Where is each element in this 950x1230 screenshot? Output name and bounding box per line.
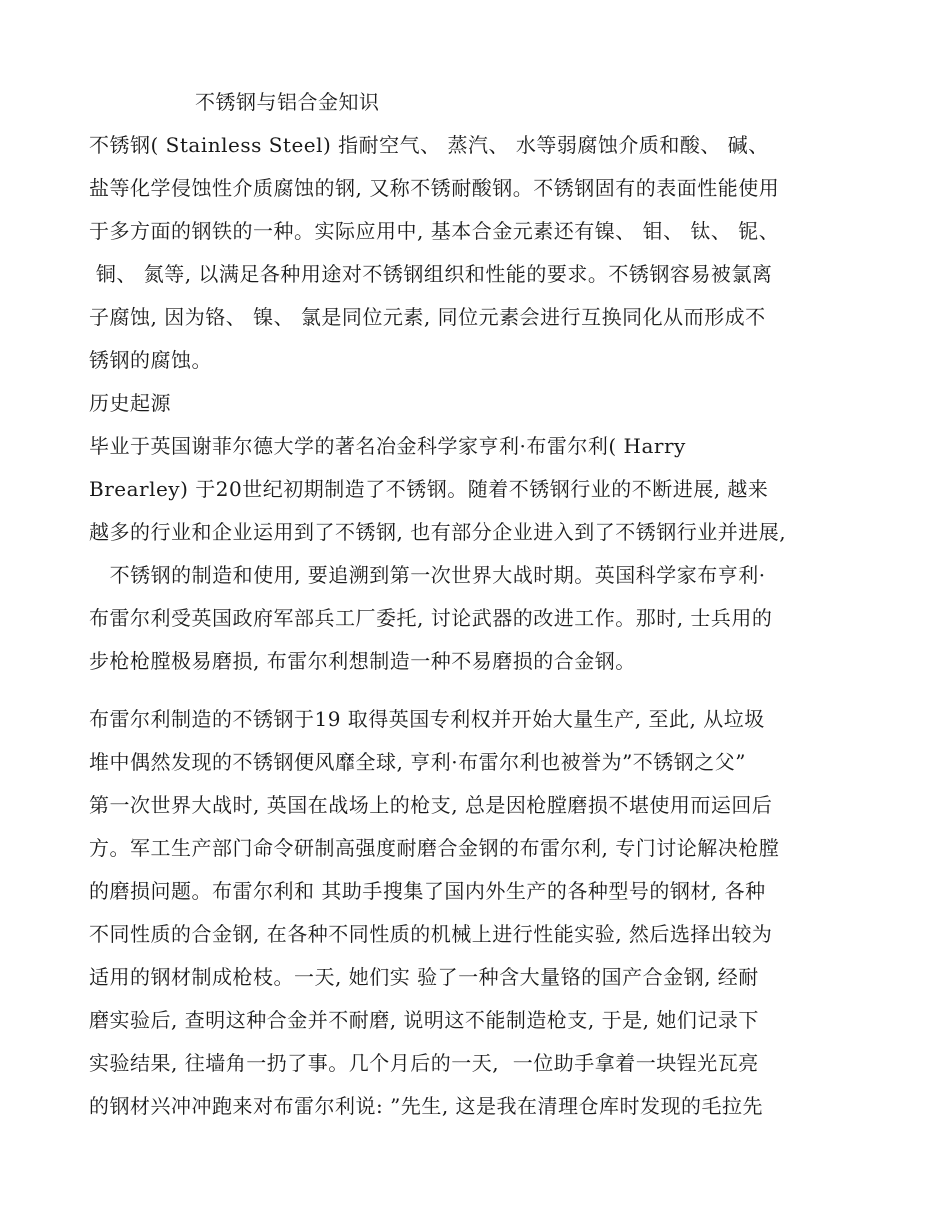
paragraph-line: 毕业于英国谢菲尔德大学的著名冶金科学家亨利·布雷尔利( Harry	[89, 434, 686, 458]
paragraph-line: 实验结果, 往墙角一扔了事。几个月后的一天, 一位助手拿着一块锃光瓦亮	[89, 1051, 759, 1075]
paragraph-line: 的钢材兴冲冲跑来对布雷尔利说: ”先生, 这是我在清理仓库时发现的毛拉先	[89, 1094, 764, 1118]
paragraph-line: 堆中偶然发现的不锈钢便风靡全球, 亨利·布雷尔利也被誉为”不锈钢之父”	[89, 750, 747, 774]
paragraph-line: 的磨损问题。布雷尔利和 其助手搜集了国内外生产的各种型号的钢材, 各种	[89, 879, 766, 903]
paragraph-line: 不锈钢( Stainless Steel) 指耐空气、 蒸汽、 水等弱腐蚀介质和酸、 碱、	[89, 133, 769, 157]
paragraph-line: 越多的行业和企业运用到了不锈钢, 也有部分企业进入到了不锈钢行业并进展,	[89, 520, 787, 544]
paragraph-line: 于多方面的钢铁的一种。实际应用中, 基本合金元素还有镍、 钼、 钛、 铌、	[89, 219, 780, 243]
paragraph-line: 不锈钢的制造和使用, 要追溯到第一次世界大战时期。英国科学家布亨利·	[89, 563, 766, 587]
paragraph-line: 方。军工生产部门命令研制高强度耐磨合金钢的布雷尔利, 专门讨论解决枪膛	[89, 836, 780, 860]
paragraph-line: 第一次世界大战时, 英国在战场上的枪支, 总是因枪膛磨损不堪使用而运回后	[89, 793, 773, 817]
paragraph-line: 盐等化学侵蚀性介质腐蚀的钢, 又称不锈耐酸钢。不锈钢固有的表面性能使用	[89, 176, 780, 200]
paragraph-line: 磨实验后, 查明这种合金并不耐磨, 说明这不能制造枪支, 于是, 她们记录下	[89, 1008, 759, 1032]
paragraph-line: 布雷尔利受英国政府军部兵工厂委托, 讨论武器的改进工作。那时, 士兵用的	[89, 606, 773, 630]
paragraph-line: Brearley) 于20世纪初期制造了不锈钢。随着不锈钢行业的不断进展, 越来	[89, 477, 769, 501]
paragraph-line: 不同性质的合金钢, 在各种不同性质的机械上进行性能实验, 然后选择出较为	[89, 922, 773, 946]
section-heading: 历史起源	[89, 391, 171, 415]
paragraph-line: 子腐蚀, 因为铬、 镍、 氯是同位元素, 同位元素会进行互换同化从而形成不	[89, 305, 766, 329]
document-title: 不锈钢与铝合金知识	[195, 90, 380, 114]
paragraph-line: 锈钢的腐蚀。	[89, 348, 212, 372]
paragraph-line: 铜、 氮等, 以满足各种用途对不锈钢组织和性能的要求。不锈钢容易被氯离	[89, 262, 773, 286]
paragraph-line: 布雷尔利制造的不锈钢于19 取得英国专利权并开始大量生产, 至此, 从垃圾	[89, 707, 765, 731]
paragraph-line: 适用的钢材制成枪枝。一天, 她们实 验了一种含大量铬的国产合金钢, 经耐	[89, 965, 759, 989]
paragraph-line: 步枪枪膛极易磨损, 布雷尔利想制造一种不易磨损的合金钢。	[89, 649, 636, 673]
